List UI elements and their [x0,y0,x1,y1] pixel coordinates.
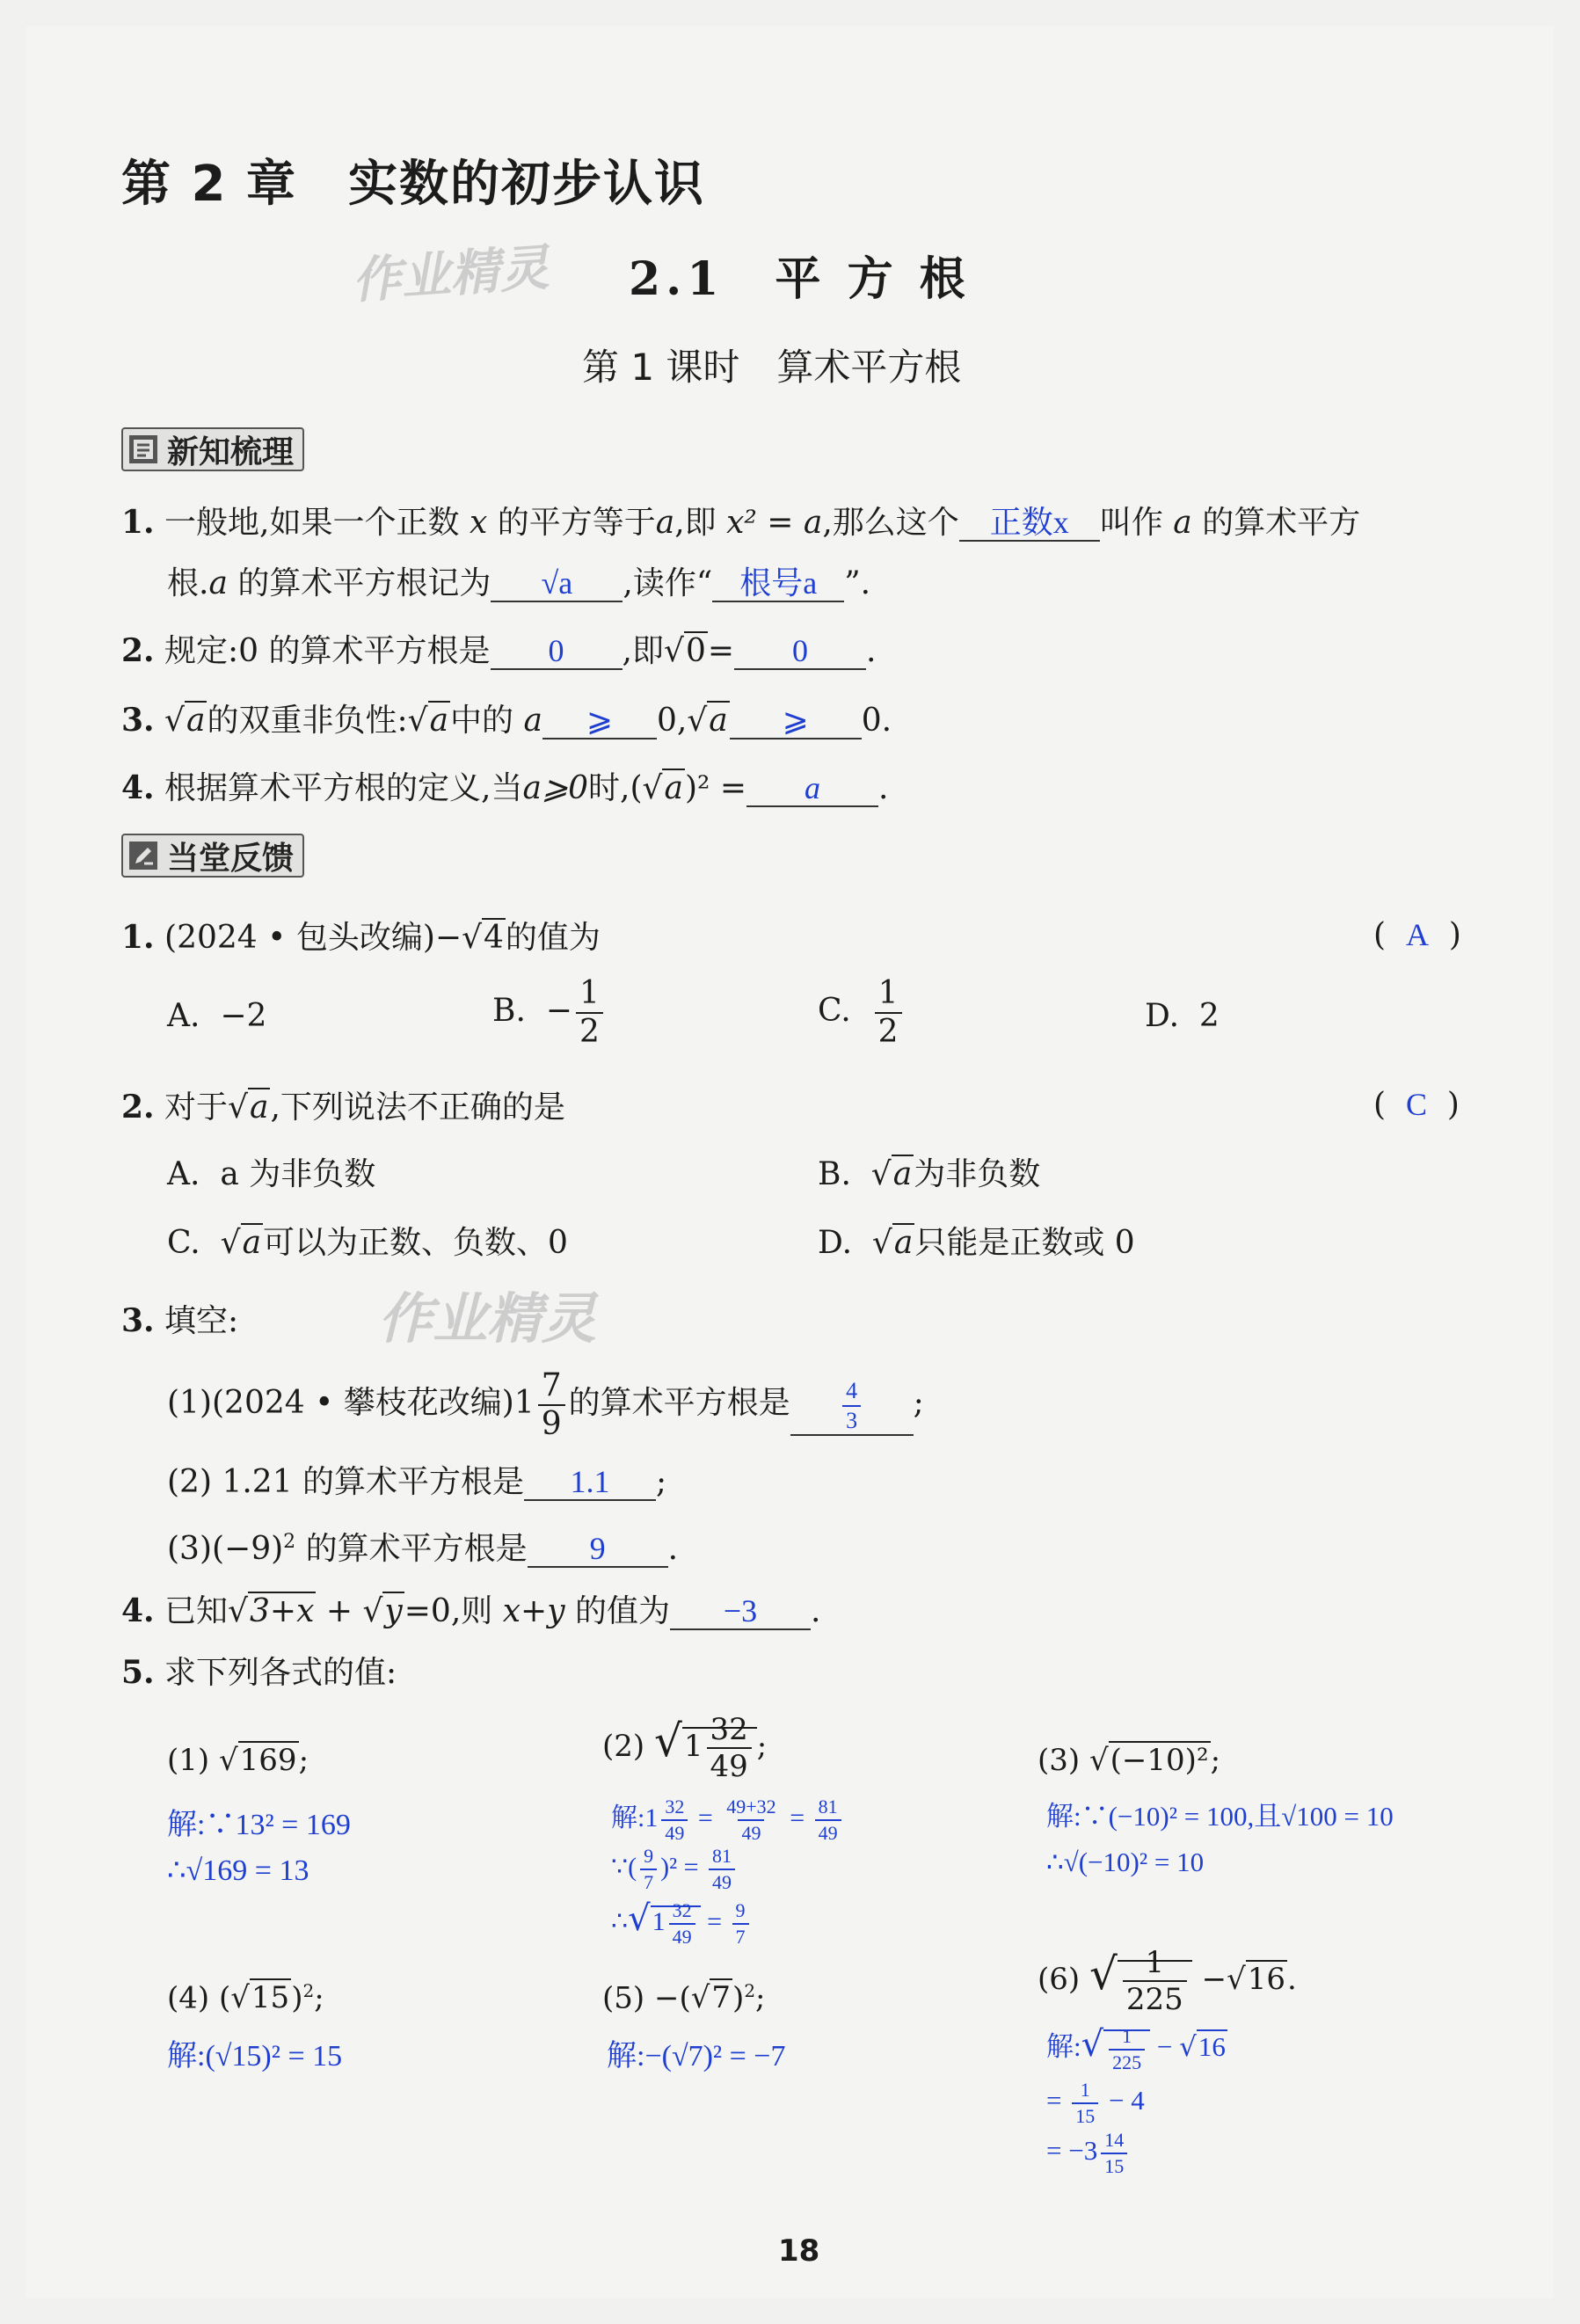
answer-blank: a [746,772,878,807]
page-number: 18 [778,2233,820,2269]
q2-option-d: D. √a只能是正数或 0 [818,1225,1135,1261]
q5-solution-6: 解:√ $\frac{1}{225}$ − √16 = $\frac{1}{15}$ − 4 = −3 $\frac{14}{15}$ [1046,2024,1226,2177]
q5-solution-3: 解:∵(−10)² = 100,且√100 = 10 ∴√(−10)² = 10 [1046,1801,1394,1877]
answer-blank: 根号a [712,567,844,602]
chapter-title: 第 2 章 实数的初步认识 [121,156,705,213]
feedback-q1: 1. (2024 • 包头改编)−√4的值为 [121,919,601,956]
section-label: 当堂反馈 [167,840,295,877]
section-label: 新知梳理 [167,433,295,470]
answer-blank: ⩾ [542,704,657,739]
knowledge-item-2: 2. 规定:0 的算术平方根是 0 ,即√0= 0 . [121,632,877,669]
answer-blank: −3 [670,1595,811,1630]
q1-option-d: D. 2 [1145,998,1220,1034]
q5-item-5: $(5) -(√7)^2$; [602,1980,766,2016]
section-feedback [121,834,304,878]
q1-option-b: B. − $\frac{1}{2}$ [492,978,607,1048]
q3-sub1: (1)(2024 • 攀枝花改编)1 $\frac{7}{9}$ 的算术平方根是 $\frac{4}{3}$ ; [167,1367,924,1442]
knowledge-item-4: 4. 根据算术平方根的定义,当a⩾0时,(√a)² = a . [121,769,889,806]
q1-option-c: C. $\frac{1}{2}$ [818,978,906,1048]
book-icon [128,434,158,464]
q5-item-1: (1) √169; [167,1743,309,1778]
q3-sub2: (2) 1.21 的算术平方根是 1.1 ; [167,1464,667,1500]
feedback-q5: 5. 求下列各式的值: [121,1654,397,1691]
q2-answer-paren: ( C ) [1373,1087,1460,1123]
q5-solution-1: 解:∵13² = 169 ∴√169 = 13 [167,1809,351,1887]
q1-answer-paren: ( A ) [1373,917,1461,953]
watermark-top: 作业精灵 [350,239,551,310]
answer-blank: $\frac{4}{3}$ [790,1380,914,1436]
section-title: 2.1 平 方 根 [629,252,971,306]
answer-blank: √a [491,567,623,602]
knowledge-item-1-cont: 根.a 的算术平方根记为 √a ,读作“ 根号a ”. [167,565,871,601]
answer-blank: 正数x [959,506,1100,542]
q2-option-a: A. a 为非负数 [167,1156,376,1192]
q1-option-a: A. −2 [167,998,267,1034]
q3-sub3: $(3)(-9)^2$ 的算术平方根是 9 . [167,1531,679,1567]
q5-item-6: (6) √ $\frac{1}{225}$ −√16. [1038,1945,1297,2017]
q2-option-c: C. √a可以为正数、负数、0 [167,1225,568,1261]
section-new-knowledge [121,427,304,471]
knowledge-item-1: 1. 一般地,如果一个正数 x 的平方等于a,即 x² = a,那么这个 正数x 叫作 a 的算术平方 [121,504,1361,541]
feedback-q3: 3. 填空: [121,1302,239,1339]
q5-item-4: (4) $(√15)^2$; [167,1980,324,2016]
q5-item-3: (3) √(−10)²; [1038,1743,1221,1778]
knowledge-item-3: 3. √a的双重非负性:√a中的 a ⩾ 0,√a ⩾ 0. [121,702,892,739]
q5-solution-4: 解:(√15)² = 15 [167,2040,343,2073]
feedback-q2: 2. 对于√a,下列说法不正确的是 [121,1089,565,1126]
feedback-q4: 4. 已知√3+x + √y=0,则 x+y 的值为 −3 . [121,1592,821,1629]
lesson-title: 第 1 课时 算术平方根 [582,346,962,389]
pencil-icon [128,841,158,871]
q5-solution-2: 解:1 $\frac{32}{49}$ = $\frac{49+32}{49}$ = $\frac{81}{49}$ ∵( $\frac{9}{7}$ )² = $\frac{81}{49}$ ∴√1 $\frac{32}{49}$ = $\frac{9}{7}$ [611,1794,845,1949]
answer-blank: 0 [491,635,623,670]
page [26,26,1554,2298]
watermark-mid: 作业精灵 [378,1286,597,1351]
answer-blank: 0 [734,635,866,670]
answer-blank: 1.1 [524,1466,656,1501]
answer-blank: 9 [528,1533,668,1568]
q5-solution-5: 解:−(√7)² = −7 [607,2040,786,2073]
q2-option-b: B. √a为非负数 [818,1156,1041,1192]
q5-item-2: (2) √1 $\frac{32}{49}$ ; [602,1712,768,1784]
answer-blank: ⩾ [730,704,862,739]
